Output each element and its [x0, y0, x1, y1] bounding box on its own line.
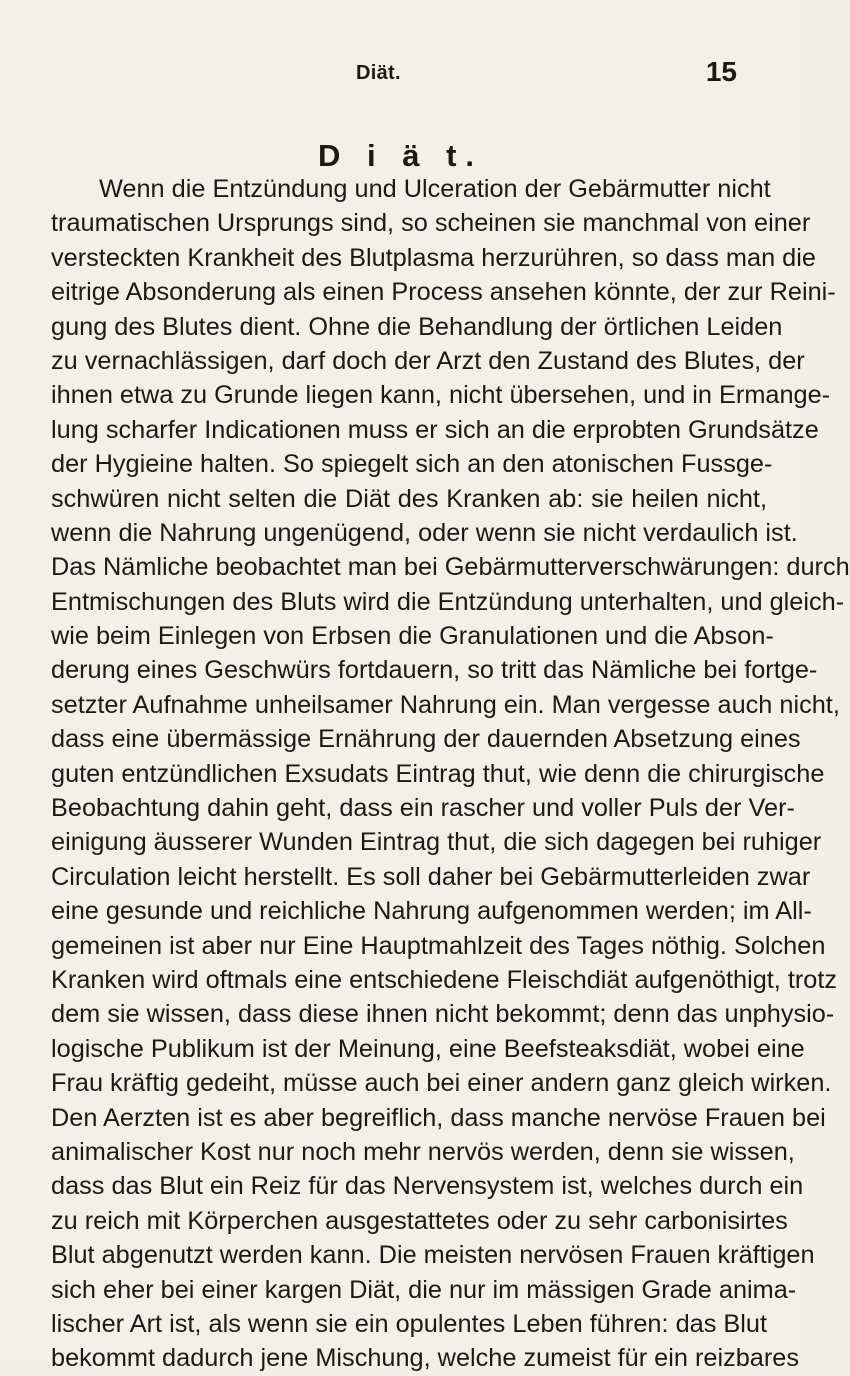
running-title: Diät.	[356, 62, 401, 84]
text-line: Wenn die Entzündung und Ulceration der Gebärmutter nicht	[99, 175, 771, 203]
page-number: 15	[705, 56, 737, 87]
text-line: dem sie wissen, dass diese ihnen nicht bekommt; denn das unphysio-	[51, 1000, 835, 1029]
body-paragraph	[51, 172, 850, 1376]
text-line: sich eher bei einer kargen Diät, die nur im mässigen Grade anima-	[51, 1275, 797, 1304]
running-header	[0, 56, 801, 86]
text-line: setzter Aufnahme unheilsamer Nahrung ein. Man vergesse auch nicht,	[51, 690, 840, 719]
text-line: Frau kräftig gedeiht, müsse auch bei einer andern ganz gleich wirken.	[51, 1069, 832, 1098]
text-line: Den Aerzten ist es aber begreiflich, dass manche nervöse Frauen bei	[51, 1103, 826, 1132]
text-line: Kranken wird oftmals eine entschiedene Fleischdiät aufgenöthigt, trotz	[51, 965, 838, 994]
text-line: lung scharfer Indicationen muss er sich an die erprobten Grundsätze	[51, 415, 819, 444]
text-line: logische Publikum ist der Meinung, eine Beefsteaksdiät, wobei eine	[51, 1034, 805, 1063]
text-line: gemeinen ist aber nur Eine Hauptmahlzeit des Tages nöthig. Solchen	[51, 931, 826, 960]
text-line: zu vernachlässigen, darf doch der Arzt den Zustand des Blutes, der	[51, 346, 805, 375]
text-line: bekommt dadurch jene Mischung, welche zumeist für ein reizbares	[51, 1344, 800, 1373]
section-title: D i ä t.	[317, 138, 483, 173]
text-line: traumatischen Ursprungs sind, so scheinen sie manchmal von einer	[51, 209, 811, 238]
text-line: Circulation leicht herstellt. Es soll daher bei Gebärmutterleiden zwar	[51, 862, 811, 891]
text-line: dass eine übermässige Ernährung der dauernden Absetzung eines	[51, 725, 801, 754]
text-line: lischer Art ist, als wenn sie ein opulentes Leben führen: das Blut	[51, 1309, 767, 1338]
text-line: versteckten Krankheit des Blutplasma herzurühren, so dass man die	[51, 243, 816, 272]
text-line: einigung äusserer Wunden Eintrag thut, die sich dagegen bei ruhiger	[51, 828, 822, 857]
text-line: zu reich mit Körperchen ausgestattetes oder zu sehr carbonisirtes	[51, 1206, 788, 1235]
text-line: schwüren nicht selten die Diät des Kranken ab: sie heilen nicht,	[51, 484, 767, 513]
text-line: Blut abgenutzt werden kann. Die meisten nervösen Frauen kräftigen	[51, 1241, 815, 1270]
text-line: gung des Blutes dient. Ohne die Behandlung der örtlichen Leiden	[51, 312, 783, 341]
text-line: ihnen etwa zu Grunde liegen kann, nicht übersehen, und in Ermange-	[51, 381, 831, 410]
text-line: guten entzündlichen Exsudats Eintrag thut, wie denn die chirurgische	[51, 759, 825, 788]
text-line: eine gesunde und reichliche Nahrung aufgenommen werden; im All-	[51, 897, 812, 926]
text-line: Beobachtung dahin geht, dass ein rascher und voller Puls der Ver-	[51, 794, 795, 823]
text-line: der Hygieine halten. So spiegelt sich an den atonischen Fussge-	[51, 450, 773, 479]
text-line: derung eines Geschwürs fortdauern, so tritt das Nämliche bei fortge-	[51, 656, 818, 685]
text-line: animalischer Kost nur noch mehr nervös werden, denn sie wissen,	[51, 1137, 795, 1166]
text-line: Entmischungen des Bluts wird die Entzündung unterhalten, und gleich-	[51, 587, 845, 616]
text-line: eitrige Absonderung als einen Process ansehen könnte, der zur Reini-	[51, 278, 836, 307]
text-line: Das Nämliche beobachtet man bei Gebärmutterverschwärungen: durch	[51, 553, 850, 582]
text-line: wenn die Nahrung ungenügend, oder wenn sie nicht verdaulich ist.	[51, 518, 798, 547]
text-line: dass das Blut ein Reiz für das Nervensystem ist, welches durch ein	[51, 1172, 804, 1201]
text-line: wie beim Einlegen von Erbsen die Granulationen und die Abson-	[51, 622, 774, 651]
